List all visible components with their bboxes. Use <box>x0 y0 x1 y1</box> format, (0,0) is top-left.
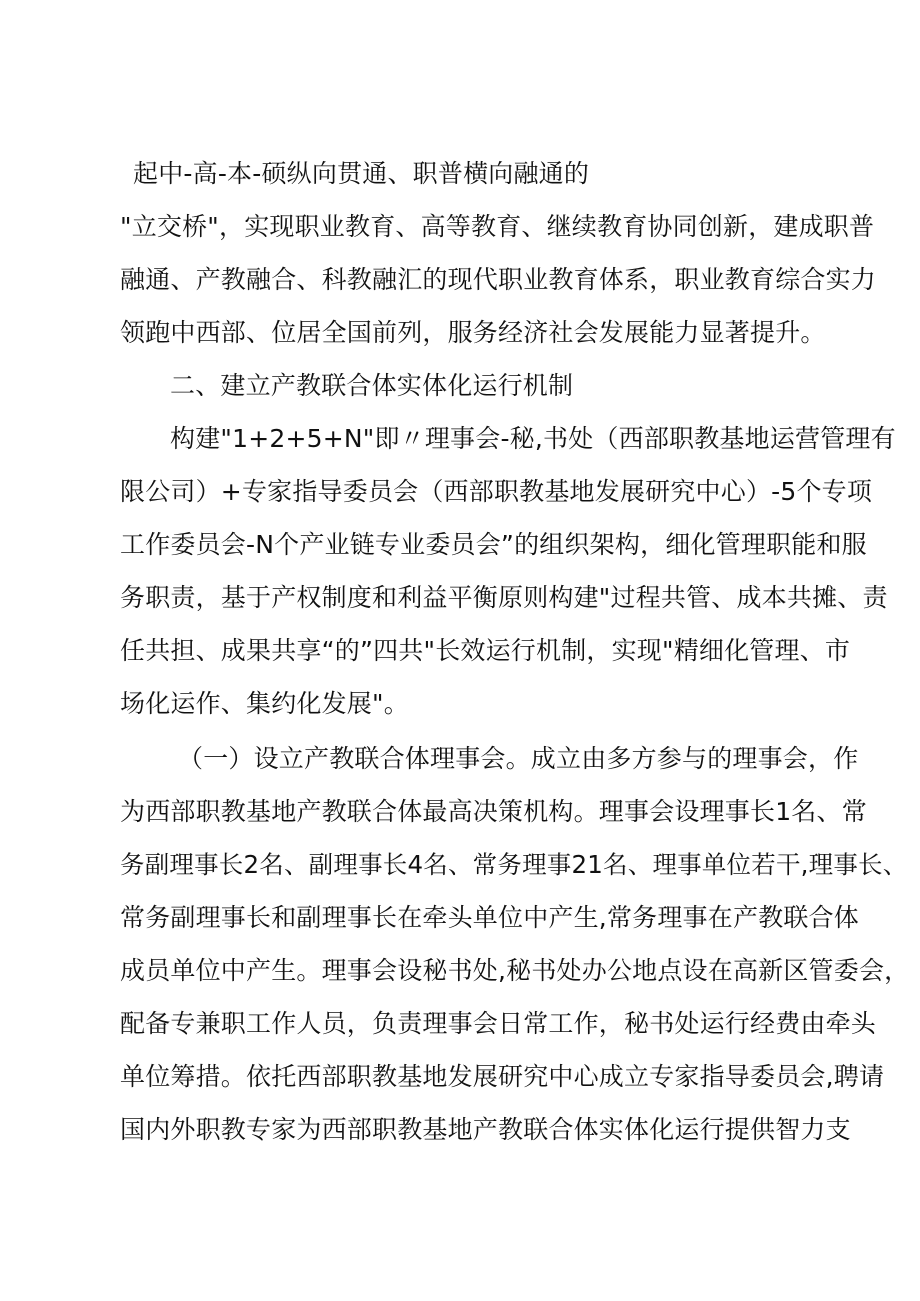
paragraph-3-line-5: 成员单位中产生。理事会设秘书处,秘书处办公地点设在高新区管委会， <box>120 956 910 985</box>
paragraph-3-line-8: 国内外职教专家为西部职教基地产教联合体实体化运行提供智力支 <box>120 1115 851 1144</box>
paragraph-2-line-5: 任共担、成果共享“的”四共"长效运行机制，实现"精细化管理、市 <box>120 636 851 665</box>
paragraph-2-line-4: 务职责，基于产权制度和利益平衡原则构建"过程共管、成本共摊、责 <box>120 583 888 612</box>
paragraph-3-line-4: 常务副理事长和副理事长在牵头单位中产生,常务理事在产教联合体 <box>120 903 859 932</box>
paragraph-1-line-4: 领跑中西部、位居全国前列，服务经济社会发展能力显著提升。 <box>120 318 826 347</box>
paragraph-1-line-2: "立交桥"，实现职业教育、高等教育、继续教育协同创新，建成职普 <box>120 212 875 241</box>
paragraph-2-line-6: 场化运作、集约化发展"。 <box>120 689 409 718</box>
paragraph-3-line-2: 为西部职教基地产教联合体最高决策机构。理事会设理事长1名、常 <box>120 797 867 826</box>
paragraph-2-line-2: 限公司）+专家指导委员会（西部职教基地发展研究中心）-5个专项 <box>120 477 873 506</box>
paragraph-1-line-1: 起中-高-本-硕纵向贯通、职普横向融通的 <box>133 159 590 188</box>
paragraph-3-line-6: 配备专兼职工作人员，负责理事会日常工作，秘书处运行经费由牵头 <box>120 1009 877 1038</box>
section-heading: 二、建立产教联合体实体化运行机制 <box>170 371 574 400</box>
paragraph-2-line-1: 构建"1+2+5+N"即〃理事会-秘,书处（西部职教基地运营管理有 <box>170 424 896 453</box>
paragraph-2-line-3: 工作委员会-N个产业链专业委员会”的组织架构，细化管理职能和服 <box>120 530 867 559</box>
paragraph-3-line-3: 务副理事长2名、副理事长4名、常务理事21名、理事单位若干,理事长、 <box>120 850 908 879</box>
paragraph-3-line-1: （一）设立产教联合体理事会。成立由多方参与的理事会，作 <box>178 744 859 773</box>
paragraph-1-line-3: 融通、产教融合、科教融汇的现代职业教育体系，职业教育综合实力 <box>120 265 877 294</box>
paragraph-3-line-7: 单位筹措。依托西部职教基地发展研究中心成立专家指导委员会,聘请 <box>120 1062 885 1091</box>
